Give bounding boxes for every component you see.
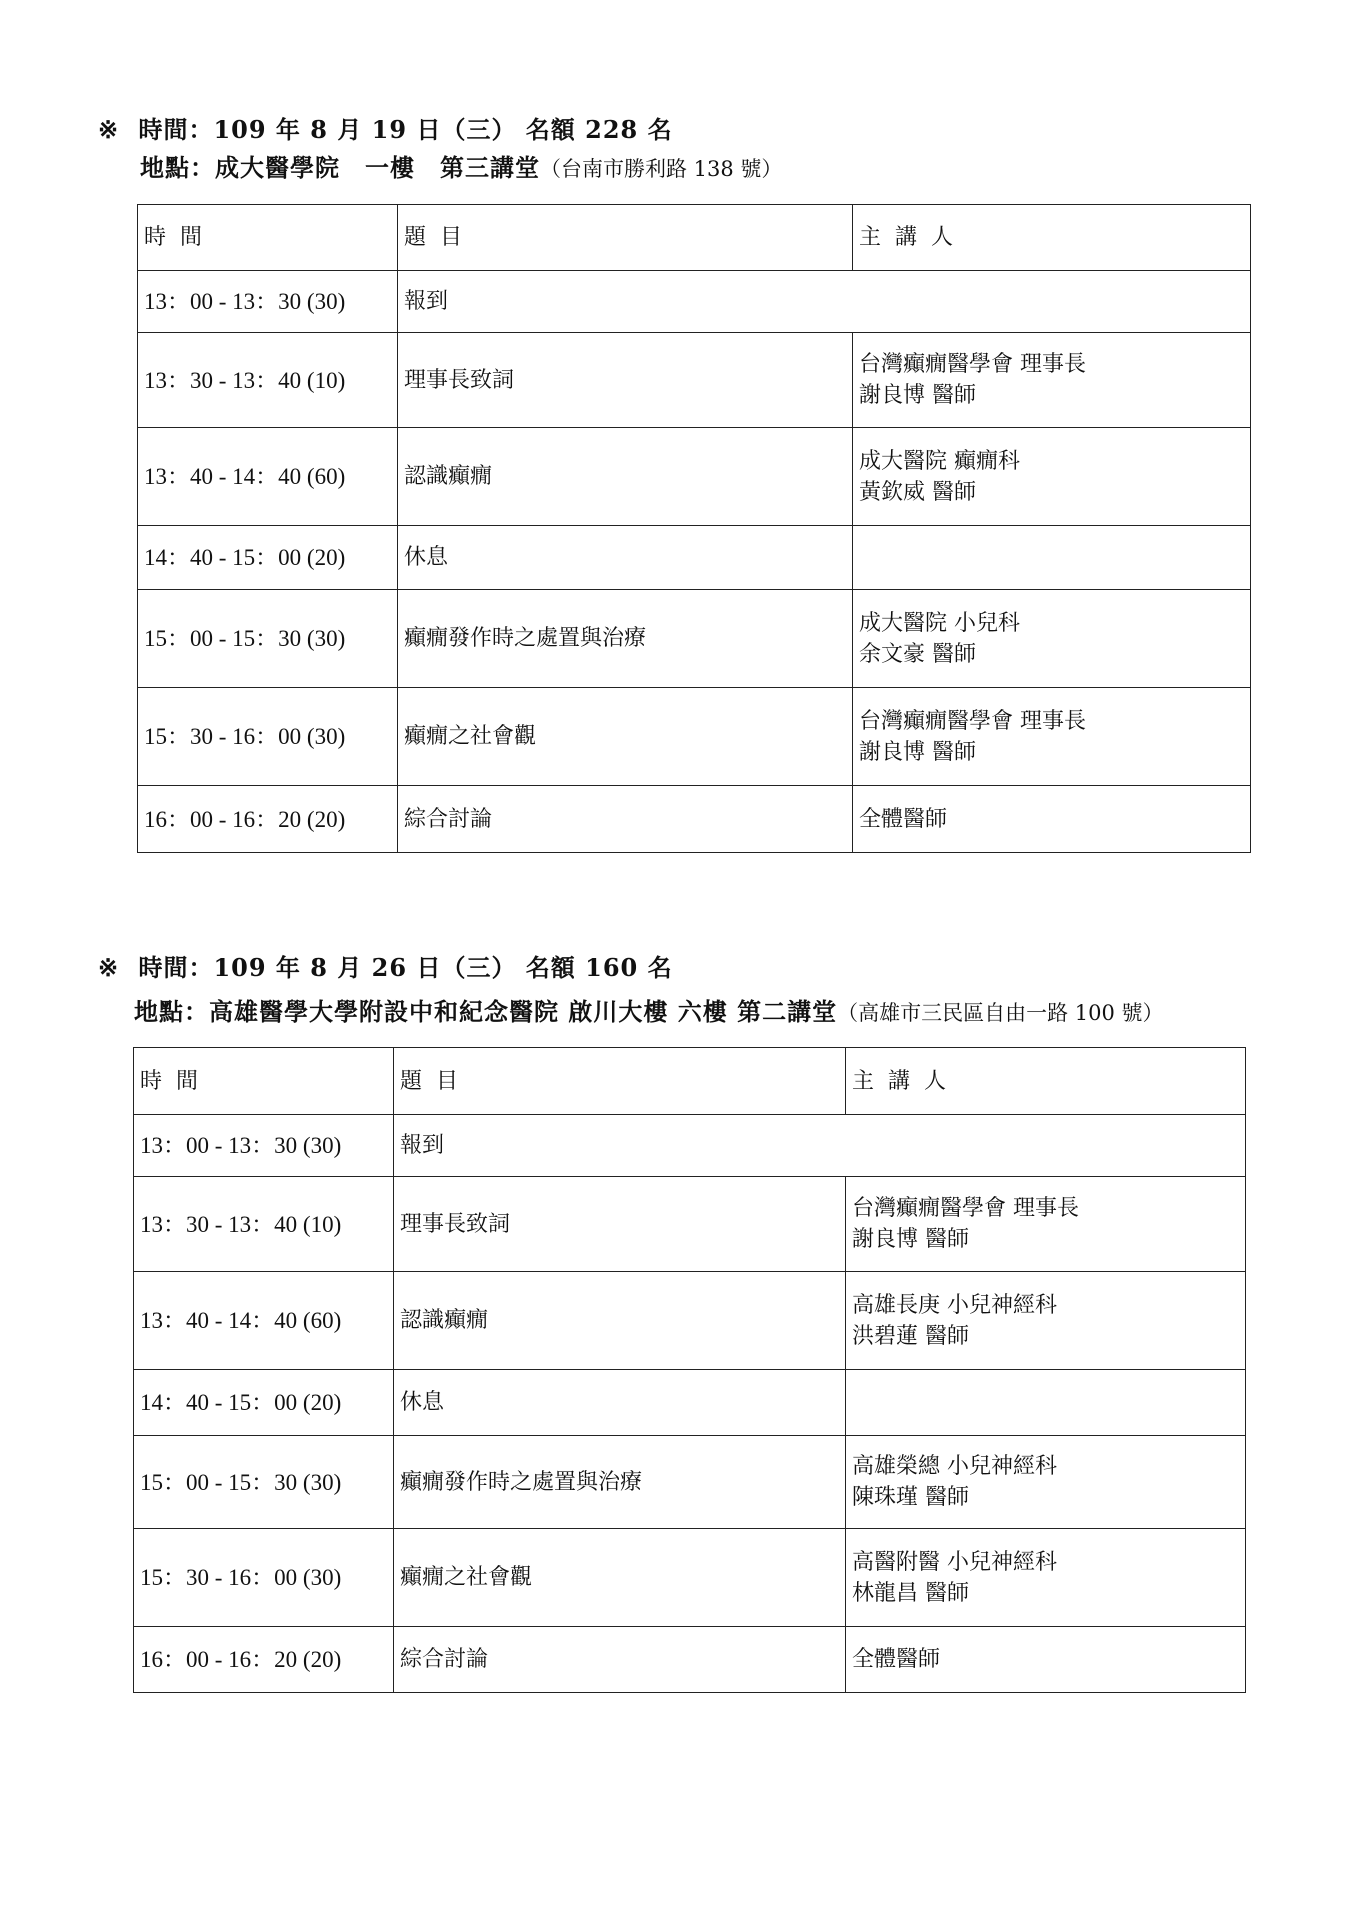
topic-value: 休息: [400, 1390, 445, 1415]
time-cell: [138, 688, 398, 786]
time-value: 14：40 - 15：00 (20): [144, 545, 346, 570]
topic-cell: [394, 1177, 846, 1272]
topic-cell-merged: [398, 271, 1251, 333]
speaker-cell: [853, 526, 1251, 590]
speaker-affiliation: 高雄榮總 小兒神經科: [852, 1454, 1057, 1479]
topic-value: 休息: [404, 545, 449, 570]
time-value: 13：00 - 13：30 (30): [144, 289, 346, 314]
topic-value: 理事長致詞: [404, 367, 515, 393]
speaker-affiliation: 成大醫院 小兒科: [859, 610, 1020, 636]
topic-value: 綜合討論: [400, 1647, 489, 1672]
session-2-location: 地點：高雄醫學大學附設中和紀念醫院 啟川大樓 六樓 第二講堂: [134, 997, 838, 1026]
time-value: 15：00 - 15：30 (30): [144, 626, 346, 651]
topic-cell: [398, 526, 853, 590]
topic-value: 癲癇發作時之處置與治療: [404, 626, 647, 651]
time-value: 16：00 - 16：20 (20): [144, 806, 346, 832]
speaker-cell: [846, 1177, 1246, 1272]
speaker-name: 謝良博 醫師: [852, 1227, 969, 1252]
topic-value: 報到: [404, 289, 449, 314]
session-2-date-line: [98, 948, 673, 983]
session-1-schedule-table: [137, 204, 1251, 853]
table-row: [134, 1529, 1246, 1627]
topic-cell: [394, 1370, 846, 1436]
table-row: [134, 1177, 1246, 1272]
topic-value: 癲癇之社會觀: [400, 1565, 533, 1590]
time-value: 16：00 - 16：20 (20): [140, 1647, 342, 1672]
session-1-date-quota: 時間：109 年 8 月 19 日（三） 名額 228 名: [138, 115, 673, 144]
speaker-affiliation: 成大醫院 癲癇科: [859, 448, 1020, 474]
speaker-header-label: 主講人: [852, 1068, 961, 1094]
topic-cell: [398, 786, 853, 853]
session-1-address: （台南市勝利路 138 號）: [540, 157, 783, 181]
speaker-affiliation: 台灣癲癇醫學會 理事長: [859, 352, 1086, 377]
table-row: [138, 428, 1251, 526]
speaker-cell: [853, 590, 1251, 688]
time-header: [134, 1048, 394, 1115]
topic-header-label: 題目: [404, 225, 477, 250]
time-header: [138, 205, 398, 271]
topic-value: 認識癲癇: [400, 1308, 489, 1333]
topic-value: 癲癇之社會觀: [404, 724, 537, 749]
time-value: 15：30 - 16：00 (30): [140, 1565, 342, 1590]
speaker-name: 洪碧蓮 醫師: [852, 1323, 969, 1349]
speaker-name: 余文豪 醫師: [859, 641, 976, 667]
topic-cell: [398, 688, 853, 786]
speaker-header: [853, 205, 1251, 271]
topic-value: 理事長致詞: [400, 1211, 511, 1237]
table-row: [134, 1115, 1246, 1177]
table-row: [134, 1436, 1246, 1529]
time-value: 13：30 - 13：40 (10): [140, 1211, 342, 1237]
speaker-affiliation: 台灣癲癇醫學會 理事長: [859, 708, 1086, 734]
topic-header: [394, 1048, 846, 1115]
time-cell: [134, 1529, 394, 1627]
topic-cell: [398, 428, 853, 526]
table-row: [134, 1627, 1246, 1693]
session-1-location-line: [140, 148, 782, 183]
topic-cell: [394, 1627, 846, 1693]
topic-cell: [394, 1529, 846, 1627]
topic-value: 報到: [400, 1133, 445, 1158]
topic-cell: [394, 1436, 846, 1529]
speaker-header-label: 主講人: [859, 225, 968, 250]
speaker-cell: [846, 1436, 1246, 1529]
time-value: 14：40 - 15：00 (20): [140, 1390, 342, 1415]
speaker-cell: [853, 333, 1251, 428]
time-cell: [138, 428, 398, 526]
topic-value: 癲癇發作時之處置與治療: [400, 1469, 643, 1495]
topic-header: [398, 205, 853, 271]
speaker-cell: [846, 1370, 1246, 1436]
time-value: 13：40 - 14：40 (60): [140, 1308, 342, 1333]
speaker-cell: [846, 1272, 1246, 1370]
time-cell: [134, 1370, 394, 1436]
topic-cell: [398, 333, 853, 428]
table-row: [138, 333, 1251, 428]
time-value: 15：00 - 15：30 (30): [140, 1469, 342, 1495]
topic-value: 綜合討論: [404, 806, 493, 832]
speaker-cell: [853, 786, 1251, 853]
reference-mark: ※: [98, 115, 120, 144]
topic-value: 認識癲癇: [404, 464, 493, 489]
speaker-cell: [853, 688, 1251, 786]
session-1-date-line: [98, 110, 673, 145]
time-cell: [134, 1627, 394, 1693]
time-header-label: 時間: [144, 225, 217, 250]
topic-header-label: 題目: [400, 1068, 473, 1094]
speaker-name: 陳珠瑾 醫師: [852, 1485, 969, 1510]
session-2-schedule-table: [133, 1047, 1246, 1693]
time-cell: [134, 1115, 394, 1177]
speaker-cell: [846, 1529, 1246, 1627]
speaker-affiliation: 全體醫師: [852, 1647, 941, 1672]
speaker-name: 林龍昌 醫師: [852, 1580, 969, 1606]
time-value: 15：30 - 16：00 (30): [144, 724, 346, 749]
time-cell: [134, 1272, 394, 1370]
time-cell: [138, 590, 398, 688]
session-1-location: 地點：成大醫學院 一樓 第三講堂: [140, 153, 540, 182]
table-row: [138, 271, 1251, 333]
reference-mark: ※: [98, 953, 120, 982]
session-2-location-line: [134, 992, 1164, 1027]
speaker-affiliation: 高醫附醫 小兒神經科: [852, 1549, 1057, 1575]
table-header-row: [138, 205, 1251, 271]
speaker-header: [846, 1048, 1246, 1115]
time-cell: [138, 786, 398, 853]
time-header-label: 時間: [140, 1068, 213, 1094]
time-cell: [134, 1177, 394, 1272]
table-row: [138, 688, 1251, 786]
time-cell: [138, 271, 398, 333]
speaker-name: 黃欽威 醫師: [859, 479, 976, 505]
table-header-row: [134, 1048, 1246, 1115]
table-row: [138, 590, 1251, 688]
table-row: [134, 1370, 1246, 1436]
speaker-cell: [853, 428, 1251, 526]
time-value: 13：00 - 13：30 (30): [140, 1133, 342, 1158]
time-cell: [134, 1436, 394, 1529]
session-2-address: （高雄市三民區自由一路 100 號）: [837, 1001, 1164, 1025]
speaker-affiliation: 台灣癲癇醫學會 理事長: [852, 1196, 1079, 1221]
time-value: 13：40 - 14：40 (60): [144, 464, 346, 489]
topic-cell-merged: [394, 1115, 1246, 1177]
time-cell: [138, 333, 398, 428]
time-cell: [138, 526, 398, 590]
table-row: [138, 786, 1251, 853]
session-2-date-quota: 時間：109 年 8 月 26 日（三） 名額 160 名: [138, 953, 673, 982]
speaker-affiliation: 高雄長庚 小兒神經科: [852, 1292, 1057, 1318]
speaker-affiliation: 全體醫師: [859, 806, 948, 832]
time-value: 13：30 - 13：40 (10): [144, 367, 346, 393]
table-row: [134, 1272, 1246, 1370]
topic-cell: [398, 590, 853, 688]
speaker-name: 謝良博 醫師: [859, 383, 976, 408]
speaker-cell: [846, 1627, 1246, 1693]
table-row: [138, 526, 1251, 590]
topic-cell: [394, 1272, 846, 1370]
speaker-name: 謝良博 醫師: [859, 739, 976, 765]
